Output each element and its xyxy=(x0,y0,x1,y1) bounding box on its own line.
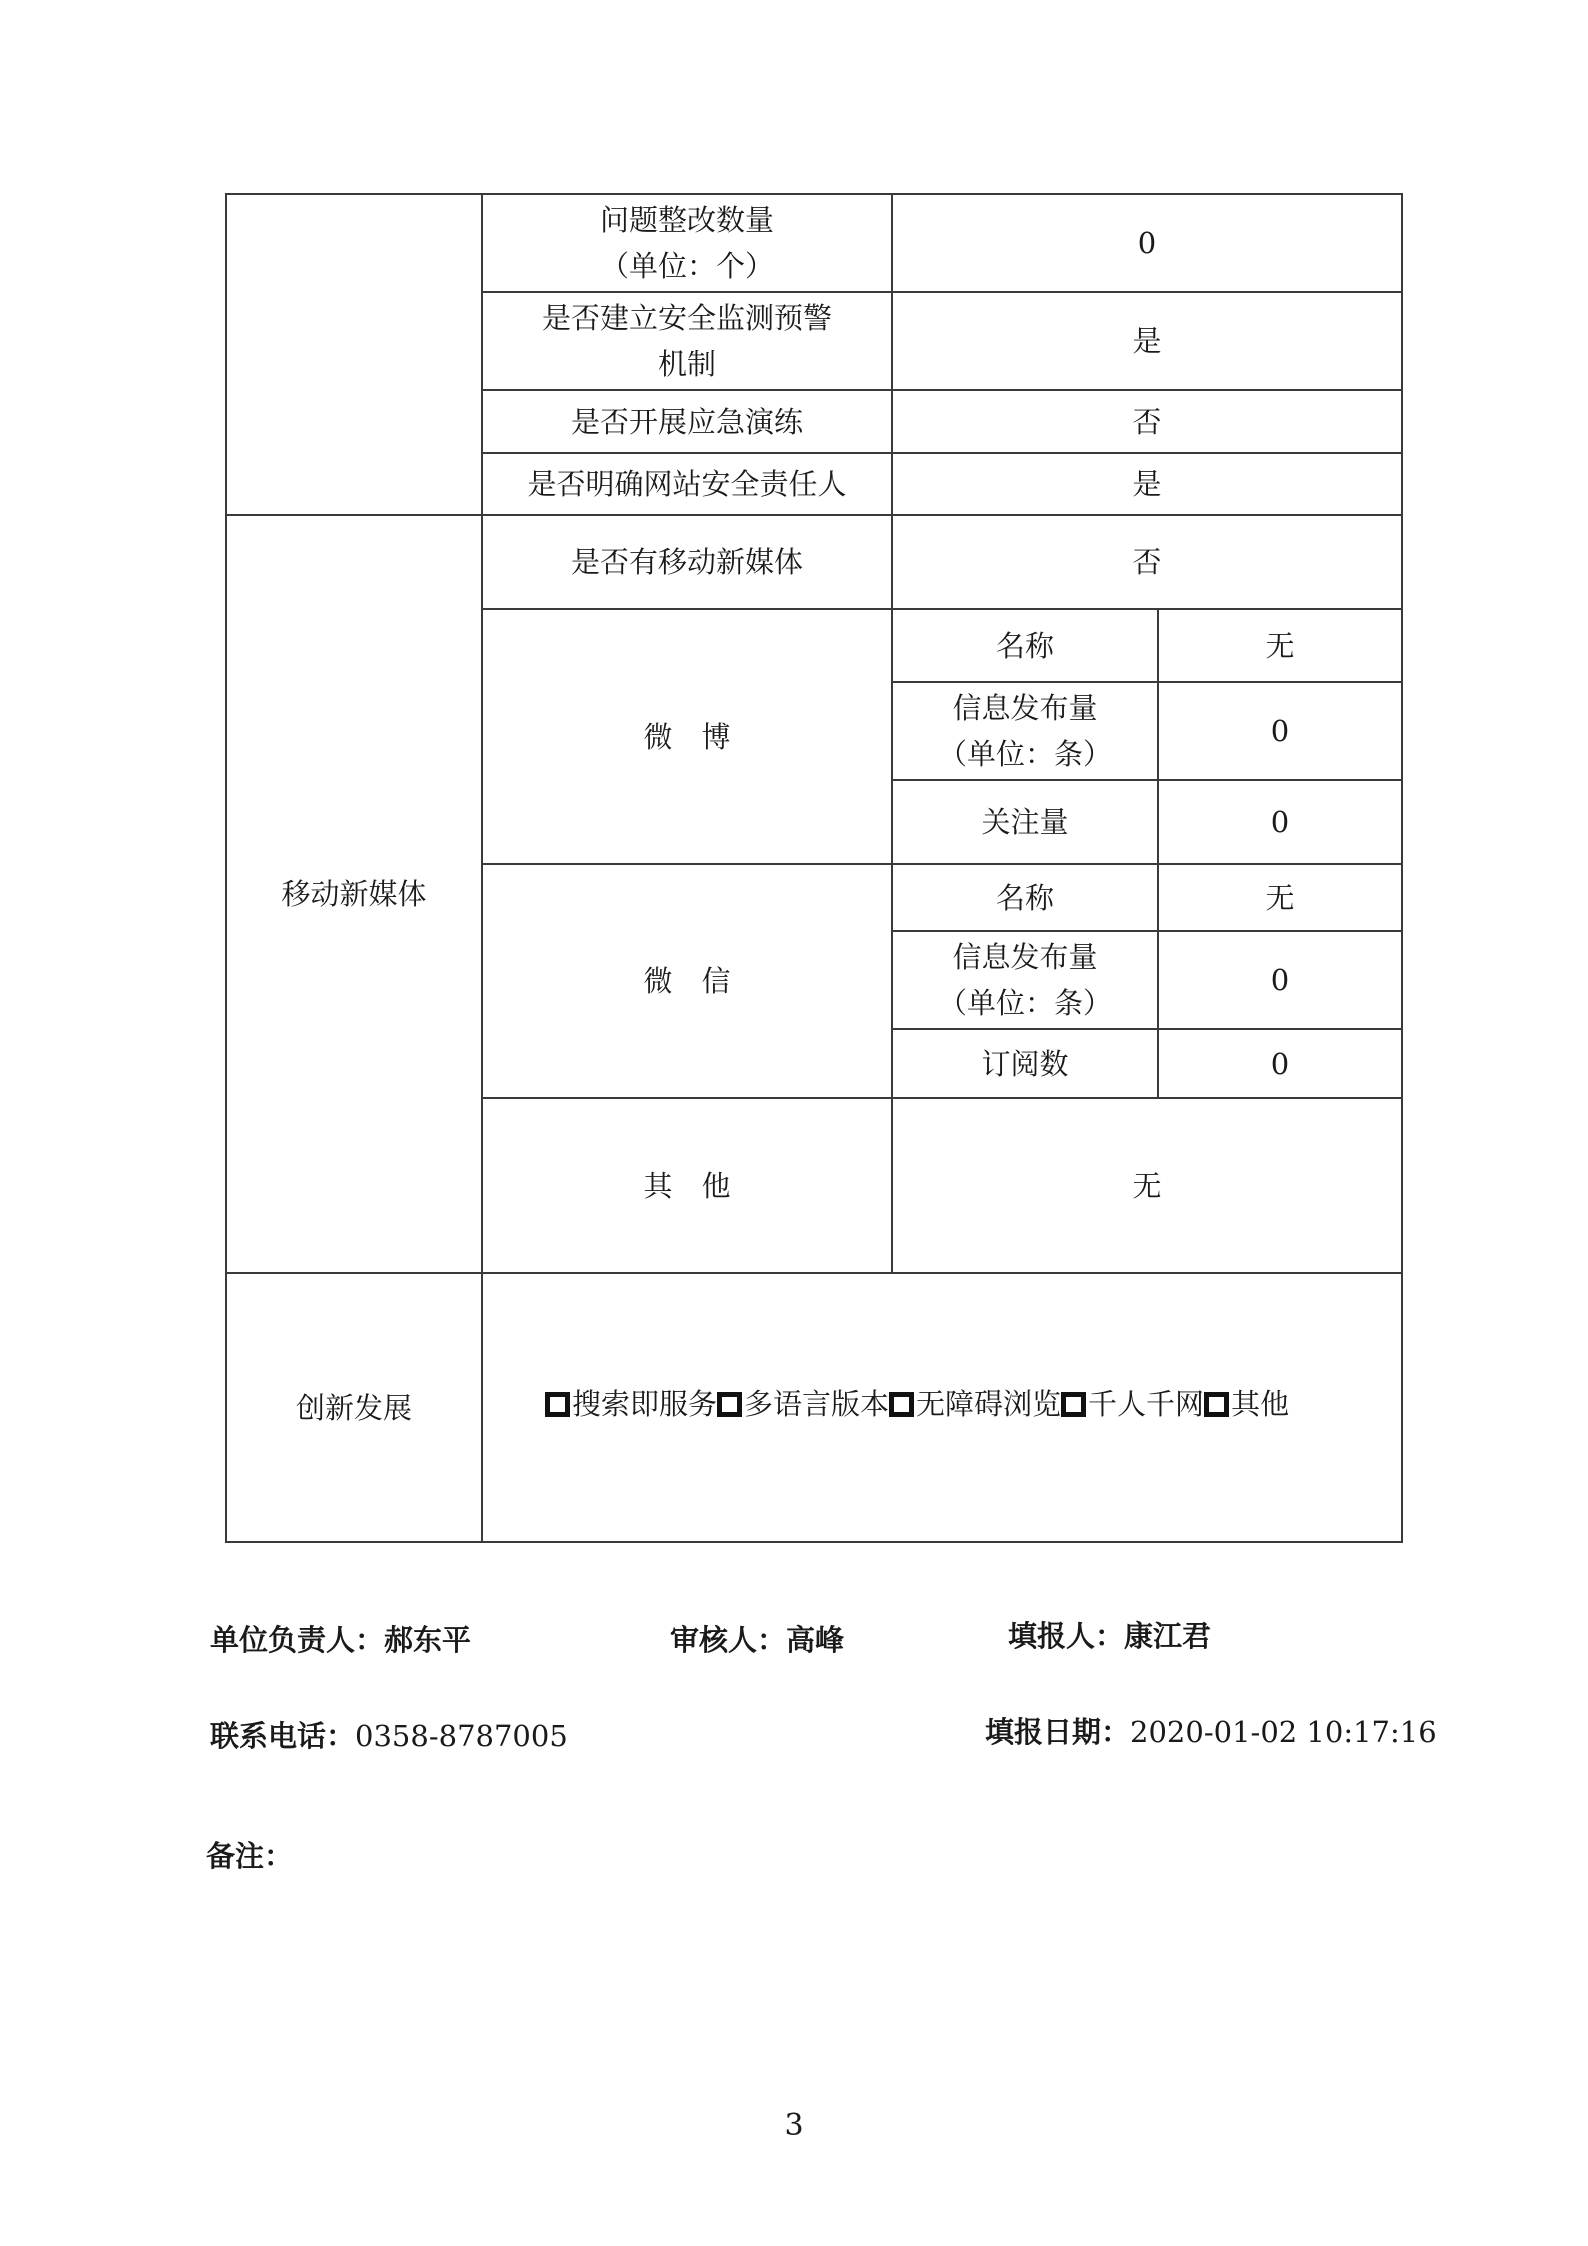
has-mobile-media-label: 是否有移动新媒体 xyxy=(482,515,892,609)
innovation-checkbox-row xyxy=(545,1384,1289,1424)
wechat-name-label: 名称 xyxy=(892,864,1158,931)
checkbox-icon[interactable] xyxy=(889,1392,914,1417)
checkbox-icon[interactable] xyxy=(1204,1392,1229,1417)
option-accessibility[interactable] xyxy=(889,1384,1061,1424)
monitoring-mechanism-value: 是 xyxy=(892,292,1402,390)
checkbox-icon[interactable] xyxy=(545,1392,570,1417)
unit-head xyxy=(210,1618,471,1659)
mobile-media-section-label: 移动新媒体 xyxy=(226,515,482,1273)
date-value: 2020-01-02 10:17:16 xyxy=(1130,1715,1437,1749)
phone-label: 联系电话： xyxy=(210,1719,356,1753)
option-label: 多语言版本 xyxy=(744,1387,890,1421)
option-other[interactable] xyxy=(1204,1384,1289,1424)
emergency-drill-label: 是否开展应急演练 xyxy=(482,390,892,453)
filler-value: 康江君 xyxy=(1124,1619,1212,1653)
option-multi-language[interactable] xyxy=(717,1384,889,1424)
option-label: 其他 xyxy=(1231,1387,1290,1421)
wechat-subscribers-label: 订阅数 xyxy=(892,1029,1158,1098)
monitoring-mechanism-label: 是否建立安全监测预警 机制 xyxy=(482,292,892,390)
page-number: 3 xyxy=(784,2108,804,2143)
filler xyxy=(1008,1614,1211,1655)
other-media-value: 无 xyxy=(892,1098,1402,1273)
reviewer-label: 审核人： xyxy=(670,1623,787,1657)
wechat-posts-label: 信息发布量 （单位：条） xyxy=(892,931,1158,1029)
has-mobile-media-value: 否 xyxy=(892,515,1402,609)
fill-date xyxy=(985,1710,1437,1751)
other-media-label: 其 他 xyxy=(482,1098,892,1273)
innovation-label: 创新发展 xyxy=(226,1273,482,1542)
checkbox-icon[interactable] xyxy=(1061,1392,1086,1417)
emergency-drill-value: 否 xyxy=(892,390,1402,453)
security-section-label xyxy=(226,194,482,515)
wechat-posts-value: 0 xyxy=(1158,931,1402,1029)
date-label: 填报日期： xyxy=(985,1715,1131,1749)
security-officer-value: 是 xyxy=(892,453,1402,515)
contact-phone xyxy=(210,1714,568,1755)
weibo-posts-value: 0 xyxy=(1158,682,1402,780)
wechat-name-value: 无 xyxy=(1158,864,1402,931)
weibo-label: 微 博 xyxy=(482,609,892,864)
unit-head-value: 郝东平 xyxy=(384,1623,472,1657)
remark-label: 备注： xyxy=(206,1839,294,1873)
filler-label: 填报人： xyxy=(1008,1619,1125,1653)
option-label: 千人千网 xyxy=(1088,1387,1205,1421)
wechat-label: 微 信 xyxy=(482,864,892,1098)
option-search-as-service[interactable] xyxy=(545,1384,717,1424)
rectification-count-value: 0 xyxy=(892,194,1402,292)
weibo-name-value: 无 xyxy=(1158,609,1402,682)
option-personalization[interactable] xyxy=(1061,1384,1204,1424)
weibo-followers-value: 0 xyxy=(1158,780,1402,864)
innovation-options xyxy=(482,1273,1402,1542)
weibo-posts-label: 信息发布量 （单位：条） xyxy=(892,682,1158,780)
weibo-name-label: 名称 xyxy=(892,609,1158,682)
rectification-count-label: 问题整改数量 （单位：个） xyxy=(482,194,892,292)
option-label: 无障碍浏览 xyxy=(916,1387,1062,1421)
checkbox-icon[interactable] xyxy=(717,1392,742,1417)
option-label: 搜索即服务 xyxy=(572,1387,718,1421)
reviewer xyxy=(670,1618,844,1659)
reviewer-value: 高峰 xyxy=(786,1623,845,1657)
report-table xyxy=(225,193,1403,1543)
unit-head-label: 单位负责人： xyxy=(210,1623,385,1657)
security-officer-label: 是否明确网站安全责任人 xyxy=(482,453,892,515)
phone-value: 0358-8787005 xyxy=(355,1719,568,1753)
weibo-followers-label: 关注量 xyxy=(892,780,1158,864)
wechat-subscribers-value: 0 xyxy=(1158,1029,1402,1098)
